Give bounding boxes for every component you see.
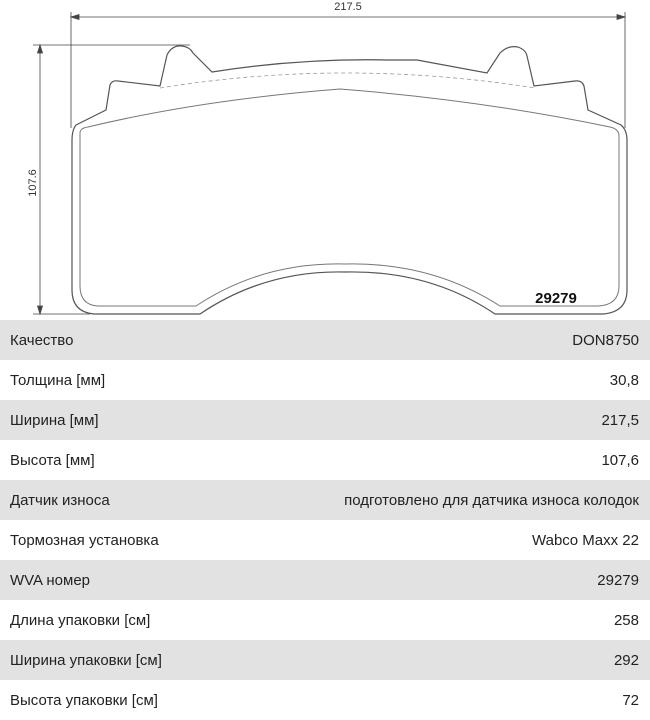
spec-value: 30,8 <box>609 371 639 389</box>
spec-label: Ширина упаковки [см] <box>10 651 162 669</box>
specifications-table <box>0 320 650 720</box>
height-dimension-label: 107.6 <box>27 169 39 197</box>
spec-value: 72 <box>622 691 639 709</box>
spec-row-wear-sensor <box>0 480 650 520</box>
technical-drawing <box>0 0 650 320</box>
spec-value: 217,5 <box>601 411 639 429</box>
friction-surface-outline <box>80 89 619 306</box>
spec-label: WVA номер <box>10 571 91 589</box>
spec-value: 29279 <box>597 571 639 589</box>
brake-pad-drawing <box>0 0 650 320</box>
spec-row-height <box>0 440 650 480</box>
part-number-label: 29279 <box>535 290 577 307</box>
spec-label: Длина упаковки [см] <box>10 611 151 629</box>
width-dimension-label: 217.5 <box>334 1 362 13</box>
spec-label: Качество <box>10 331 74 349</box>
spec-label: Высота [мм] <box>10 451 95 469</box>
spec-row-package-length <box>0 600 650 640</box>
height-dimension <box>33 45 190 314</box>
spec-label: Датчик износа <box>10 491 110 509</box>
spec-row-brake-system <box>0 520 650 560</box>
dashed-reference-arc <box>160 73 535 88</box>
spec-label: Тормозная установка <box>10 531 159 549</box>
spec-value: Wabco Maxx 22 <box>532 531 639 549</box>
spec-value: 258 <box>613 611 639 629</box>
spec-value: 107,6 <box>601 451 639 469</box>
spec-value: 292 <box>613 651 639 669</box>
spec-value: подготовлено для датчика износа колодок <box>344 491 639 509</box>
spec-label: Высота упаковки [см] <box>10 691 158 709</box>
spec-row-package-height <box>0 680 650 720</box>
spec-row-thickness <box>0 360 650 400</box>
spec-value: DON8750 <box>572 331 639 349</box>
spec-label: Толщина [мм] <box>10 371 106 389</box>
spec-row-width <box>0 400 650 440</box>
spec-row-package-width <box>0 640 650 680</box>
spec-row-wva-number <box>0 560 650 600</box>
spec-label: Ширина [мм] <box>10 411 99 429</box>
width-dimension <box>71 12 625 128</box>
brake-pad-outline <box>72 46 627 314</box>
spec-row-quality <box>0 320 650 360</box>
